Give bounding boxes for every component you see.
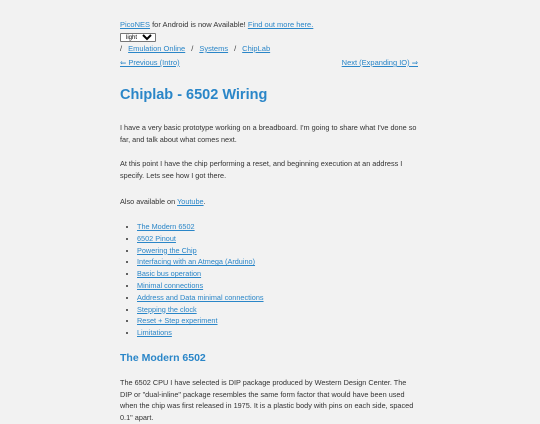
previous-page-link[interactable]: ⇐ Previous (Intro) <box>120 58 180 67</box>
breadcrumb-separator: / <box>234 44 237 53</box>
toc-link-atmega[interactable]: Interfacing with an Atmega (Arduino) <box>137 257 256 267</box>
toc-item <box>137 233 264 245</box>
toc-item <box>137 245 264 257</box>
video-prefix: Also available on <box>120 197 178 206</box>
breadcrumb-separator: / <box>120 44 123 53</box>
video-suffix: . <box>203 197 206 206</box>
toc-link-stepping-clock[interactable]: Stepping the clock <box>137 304 197 314</box>
toc-link-pinout[interactable]: 6502 Pinout <box>137 233 176 243</box>
intro-paragraph: I have a very basic prototype working on a breadboard. I'm going to share what I've done so far, and talk about what comes next. <box>120 123 417 144</box>
picones-link[interactable]: PicoNES <box>120 20 151 29</box>
banner-text: for Android is now Available! <box>150 20 248 29</box>
breadcrumb-emulation-online[interactable]: Emulation Online <box>128 44 186 53</box>
breadcrumb-separator: / <box>191 44 194 53</box>
toc-item <box>137 280 264 292</box>
breadcrumb <box>120 44 270 53</box>
section-paragraph: The 6502 CPU I have selected is DIP package produced by Western Design Center. The DIP or "dual-inline" package resembles the same form factor that would have been used when the chip was first released in 1975. It is a plastic body with pins on each side, spaced 0.1" apart. <box>120 378 414 423</box>
toc-link-reset-step[interactable]: Reset + Step experiment <box>137 316 218 326</box>
announcement-banner <box>120 20 313 29</box>
section-heading-modern-6502: The Modern 6502 <box>120 352 206 364</box>
breadcrumb-systems[interactable]: Systems <box>199 44 229 53</box>
status-paragraph: At this point I have the chip performing a reset, and beginning execution at an address I specify. Lets see how I got there. <box>120 159 403 180</box>
next-page-link[interactable]: Next (Expanding IO) ⇒ <box>341 58 418 67</box>
toc-link-bus-operation[interactable]: Basic bus operation <box>137 269 202 279</box>
toc-link-modern-6502[interactable]: The Modern 6502 <box>137 222 195 231</box>
youtube-link[interactable]: Youtube <box>177 197 204 206</box>
table-of-contents <box>120 221 264 339</box>
toc-item <box>137 256 264 268</box>
toc-link-limitations[interactable]: Limitations <box>137 328 172 338</box>
toc-link-powering[interactable]: Powering the Chip <box>137 245 197 255</box>
find-out-more-link[interactable]: Find out more here. <box>247 20 314 29</box>
theme-select[interactable] <box>120 33 156 42</box>
breadcrumb-chiplab[interactable]: ChipLab <box>242 44 271 53</box>
toc-item <box>137 304 264 316</box>
video-paragraph <box>120 196 420 208</box>
toc-link-minimal-connections[interactable]: Minimal connections <box>137 280 204 290</box>
toc-item <box>137 327 264 339</box>
toc-item <box>137 292 264 304</box>
page-title: Chiplab - 6502 Wiring <box>120 87 268 103</box>
toc-item <box>137 221 264 233</box>
toc-item <box>137 315 264 327</box>
toc-item <box>137 268 264 280</box>
toc-link-address-data[interactable]: Address and Data minimal connections <box>137 292 264 302</box>
